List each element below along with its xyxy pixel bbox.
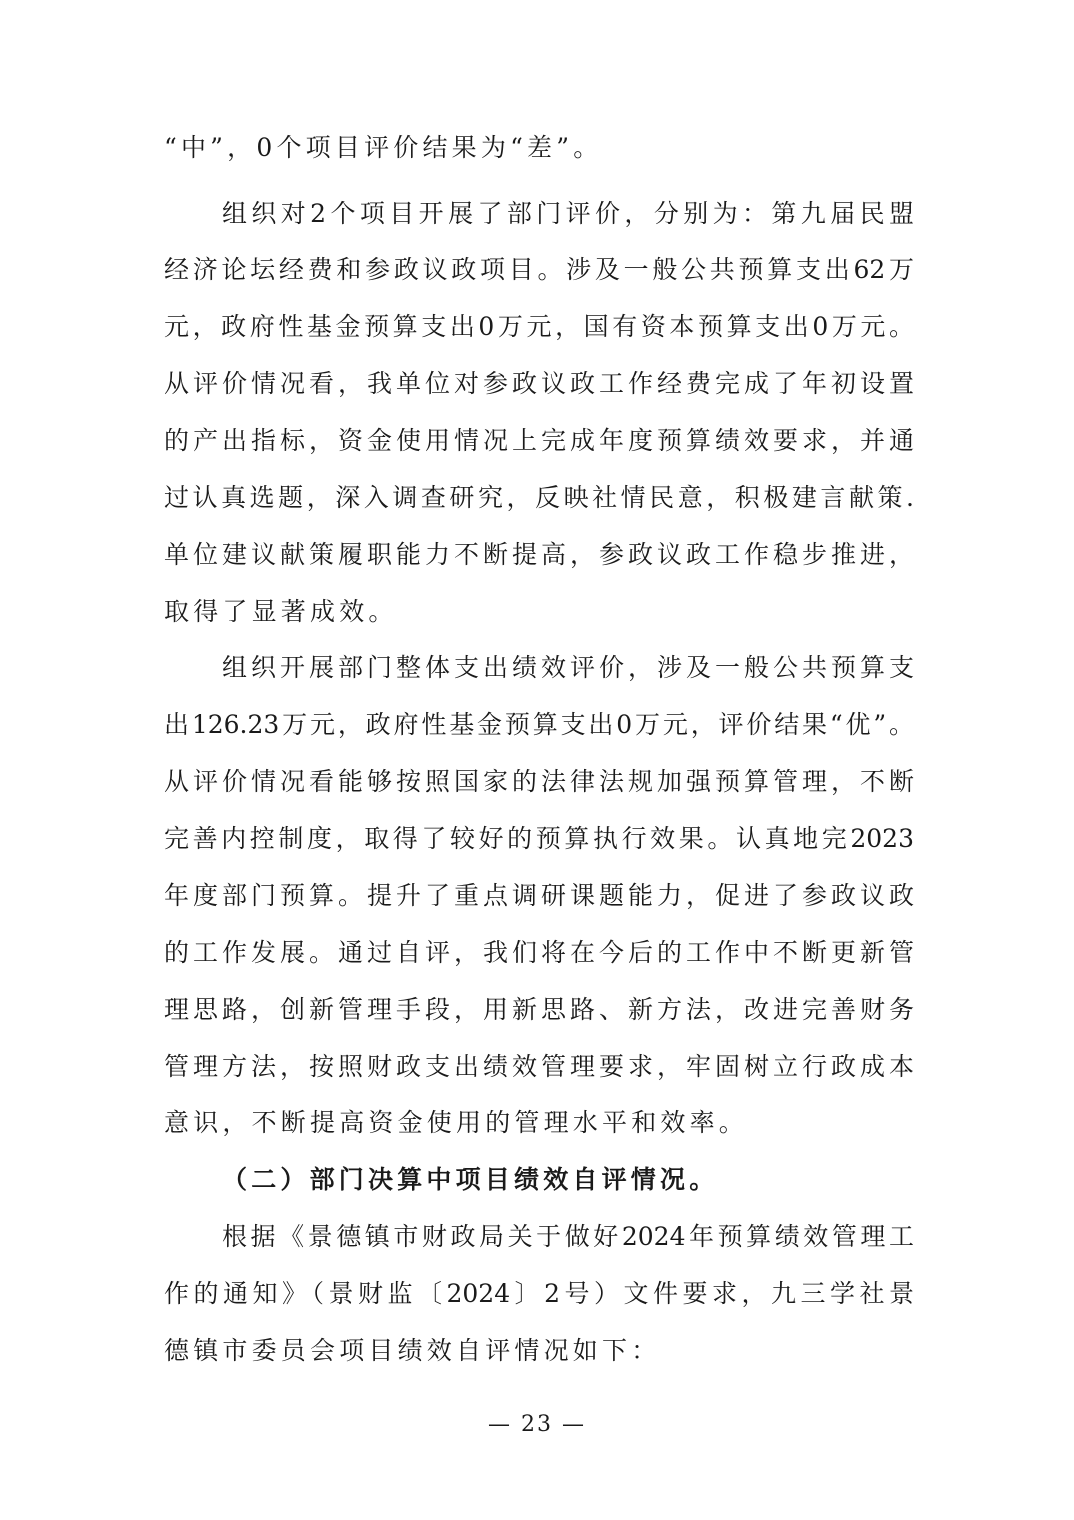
- text-line: 组织对2个项目开展了部门评价，分别为：第九届民盟: [222, 199, 914, 228]
- section-heading: （二）部门决算中项目绩效自评情况。: [222, 1165, 719, 1194]
- text-line: 德镇市委员会项目绩效自评情况如下：: [164, 1336, 661, 1365]
- text-line: 取得了显著成效。: [164, 597, 398, 626]
- text-line: 意识，不断提高资金使用的管理水平和效率。: [164, 1108, 749, 1137]
- text-line: 组织开展部门整体支出绩效评价，涉及一般公共预算支: [222, 653, 914, 682]
- text-line: 出126.23万元，政府性基金预算支出0万元，评价结果“优”。: [164, 710, 914, 739]
- text-line: 根据《景德镇市财政局关于做好2024年预算绩效管理工: [222, 1222, 914, 1251]
- text-line: 单位建议献策履职能力不断提高，参政议政工作稳步推进，: [164, 540, 914, 569]
- text-line: 管理方法，按照财政支出绩效管理要求，牢固树立行政成本: [164, 1052, 914, 1081]
- text-line: 完善内控制度，取得了较好的预算执行效果。认真地完2023: [164, 824, 914, 853]
- text-line: 的产出指标，资金使用情况上完成年度预算绩效要求，并通: [164, 426, 914, 455]
- text-line: “中”，0个项目评价结果为“差”。: [164, 133, 603, 162]
- text-line: 理思路，创新管理手段，用新思路、新方法，改进完善财务: [164, 995, 914, 1024]
- text-line: 作的通知》（景财监〔2024〕2号）文件要求，九三学社景: [164, 1279, 914, 1308]
- text-line: 从评价情况看，我单位对参政议政工作经费完成了年初设置: [164, 369, 914, 398]
- text-line: 元，政府性基金预算支出0万元，国有资本预算支出0万元。: [164, 312, 914, 341]
- text-line: 过认真选题，深入调查研究，反映社情民意，积极建言献策.: [164, 483, 914, 512]
- page-number: — 23 —: [488, 1412, 586, 1437]
- text-line: 经济论坛经费和参政议政项目。涉及一般公共预算支出62万: [164, 255, 914, 284]
- text-line: 年度部门预算。提升了重点调研课题能力，促进了参政议政: [164, 881, 914, 910]
- text-line: 从评价情况看能够按照国家的法律法规加强预算管理，不断: [164, 767, 914, 796]
- text-line: 的工作发展。通过自评，我们将在今后的工作中不断更新管: [164, 938, 914, 967]
